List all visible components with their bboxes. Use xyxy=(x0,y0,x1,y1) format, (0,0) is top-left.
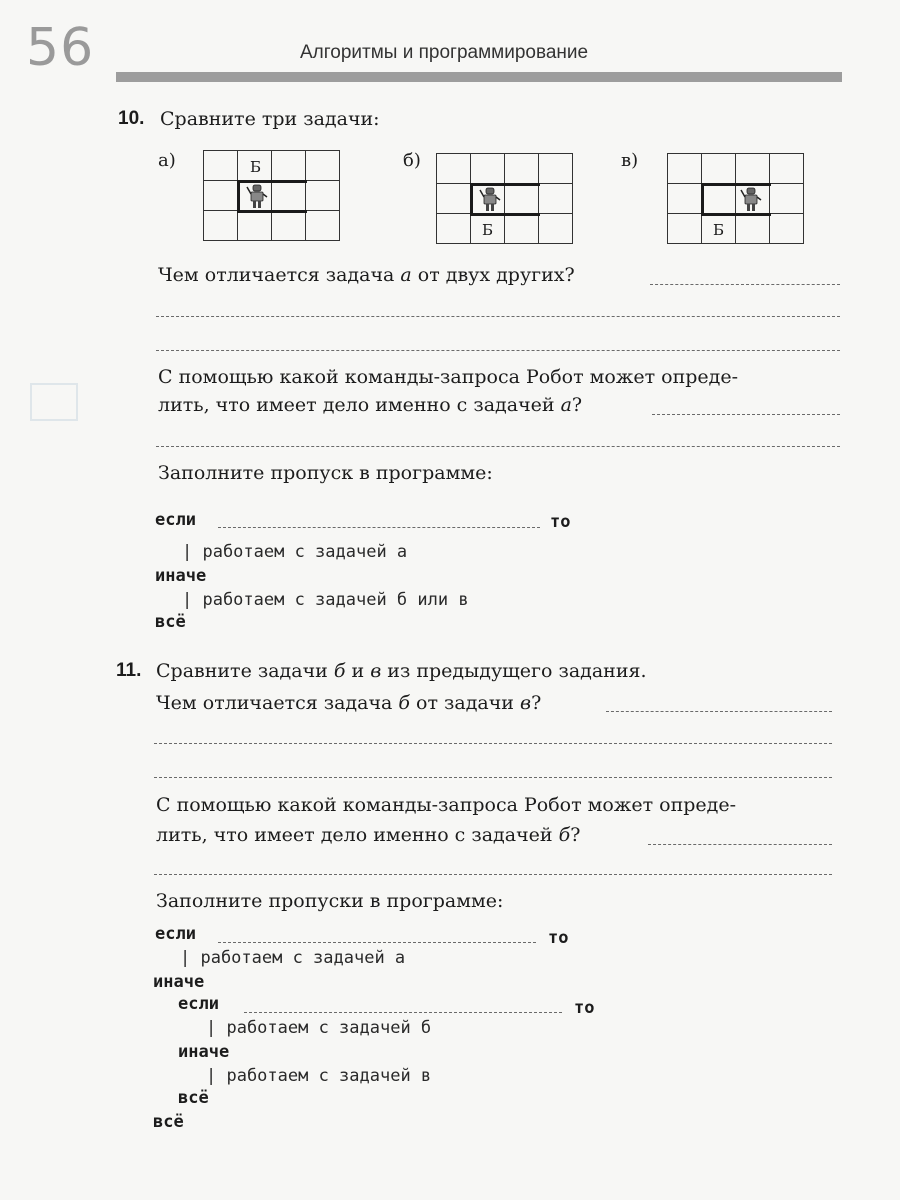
answer-line[interactable] xyxy=(648,844,832,845)
fill-prompt: Заполните пропуски в программе: xyxy=(156,890,504,912)
letter-b: Б xyxy=(250,158,262,176)
branch-bc: | работаем с задачей б или в xyxy=(182,590,469,610)
robot-icon xyxy=(478,186,502,212)
kw-else: иначе xyxy=(153,972,205,992)
question-2-line-2: лить, что имеет дело именно с задачей а? xyxy=(158,394,583,416)
kw-if: если xyxy=(155,510,196,530)
condition-blank[interactable] xyxy=(218,942,536,943)
page-number: 56 xyxy=(26,18,95,78)
variant-label-b: б) xyxy=(403,150,421,171)
task-intro: Сравните задачи б и в из предыдущего задания. xyxy=(156,660,647,682)
question-2-line-1: С помощью какой команды-запроса Робот может опреде- xyxy=(156,794,737,816)
kw-else: иначе xyxy=(155,566,207,586)
question-2-line-1: С помощью какой команды-запроса Робот может опреде- xyxy=(158,366,739,388)
letter-b: Б xyxy=(482,221,494,239)
robot-icon xyxy=(245,183,269,209)
answer-line[interactable] xyxy=(156,350,840,351)
kw-end: всё xyxy=(155,612,186,632)
kw-if: если xyxy=(155,924,196,944)
kw-then: то xyxy=(550,512,571,532)
branch-b: | работаем с задачей б xyxy=(206,1018,432,1038)
kw-inner-end: всё xyxy=(178,1088,209,1108)
fill-prompt: Заполните пропуск в программе: xyxy=(158,462,493,484)
robot-field-a xyxy=(203,150,340,241)
kw-inner-if: если xyxy=(178,994,219,1014)
kw-inner-then: то xyxy=(574,998,595,1018)
answer-line[interactable] xyxy=(606,711,832,712)
running-header-title: Алгоритмы и программирование xyxy=(300,42,589,63)
question-2-line-2: лить, что имеет дело именно с задачей б? xyxy=(156,824,581,846)
answer-line[interactable] xyxy=(154,743,832,744)
condition-blank[interactable] xyxy=(244,1012,562,1013)
task-number: 11. xyxy=(116,660,142,681)
task-number: 10. xyxy=(118,108,145,129)
variant-label-v: в) xyxy=(621,150,639,171)
answer-line[interactable] xyxy=(154,874,832,875)
question-1: Чем отличается задача а от двух других? xyxy=(158,264,575,286)
variant-label-a: а) xyxy=(158,150,176,171)
kw-then: то xyxy=(548,928,569,948)
kw-end: всё xyxy=(153,1112,184,1132)
answer-line[interactable] xyxy=(156,446,840,447)
condition-blank[interactable] xyxy=(218,527,540,528)
robot-icon xyxy=(739,186,763,212)
branch-a: | работаем с задачей а xyxy=(182,542,408,562)
task-intro: Сравните три задачи: xyxy=(160,108,380,130)
branch-a: | работаем с задачей а xyxy=(180,948,406,968)
answer-line[interactable] xyxy=(652,414,840,415)
answer-line[interactable] xyxy=(156,316,840,317)
answer-line[interactable] xyxy=(650,284,840,285)
question-1: Чем отличается задача б от задачи в? xyxy=(156,692,542,714)
kw-inner-else: иначе xyxy=(178,1042,230,1062)
robot-field-b xyxy=(436,153,573,244)
task-11 xyxy=(0,640,900,1200)
letter-b: Б xyxy=(713,221,725,239)
robot-field-v xyxy=(667,153,804,244)
branch-v: | работаем с задачей в xyxy=(206,1066,432,1086)
answer-line[interactable] xyxy=(154,777,832,778)
